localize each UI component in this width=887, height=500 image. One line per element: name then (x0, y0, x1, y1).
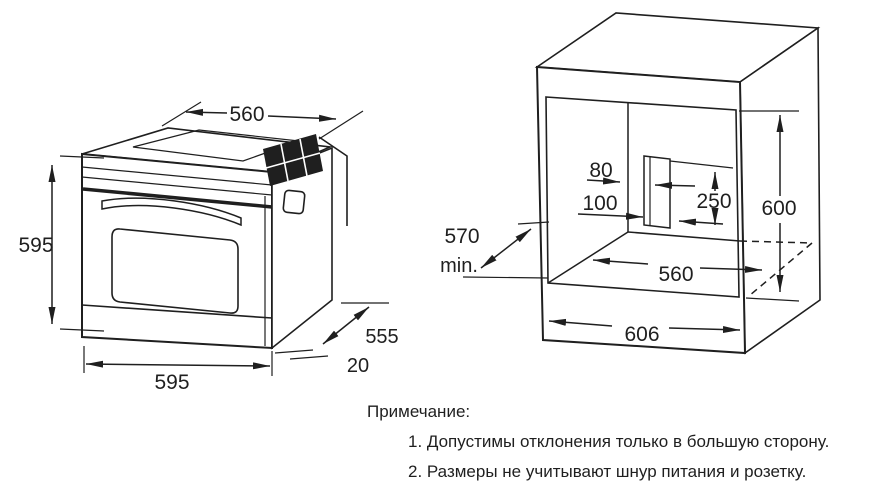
extension-line (463, 277, 548, 278)
cabinet-drawing (440, 13, 820, 353)
note-item-2: 2. Размеры не учитывают шнур питания и розетку. (408, 462, 807, 481)
dim-label-door-protrusion: 20 (346, 355, 370, 377)
dim-label-oven-front-width: 595 (154, 371, 190, 394)
oven-mounting-bracket (283, 190, 305, 214)
dimension-line (86, 364, 270, 366)
dim-label-oven-height: 595 (18, 234, 54, 257)
extension-line (275, 350, 313, 353)
service-slot (644, 156, 670, 228)
dim-label-niche-height: 600 (761, 197, 797, 220)
dim-oven-front-width (84, 346, 272, 394)
dimension-line (268, 116, 336, 119)
dim-oven-door-protrusion (347, 355, 369, 377)
oven-door-window (112, 229, 238, 313)
note-item-1: 1. Допустимы отклонения только в большую сторону. (408, 432, 830, 451)
dim-label-min-depth-unit: min. (440, 255, 478, 277)
notes-heading: Примечание: (367, 402, 471, 421)
dimension-line (186, 112, 227, 113)
extension-line (290, 356, 328, 359)
dim-label-slot-offset: 100 (582, 192, 618, 215)
dim-min-depth (440, 222, 549, 278)
dim-label-oven-top-width: 560 (229, 103, 265, 126)
dim-label-oven-depth: 555 (365, 326, 399, 348)
dim-label-min-depth-value: 570 (444, 225, 480, 248)
dimension-line (323, 307, 369, 344)
dimension-line (481, 229, 531, 268)
dim-label-slot-width: 80 (589, 159, 613, 182)
extension-line (319, 111, 363, 139)
dim-label-slot-height: 250 (696, 190, 732, 213)
oven-drawing (18, 102, 398, 394)
dim-label-niche-width: 560 (658, 263, 694, 286)
pointer-arrow (655, 185, 695, 186)
extension-line (162, 102, 201, 126)
dim-label-outer-width: 606 (624, 323, 660, 346)
notes-block (367, 402, 829, 481)
